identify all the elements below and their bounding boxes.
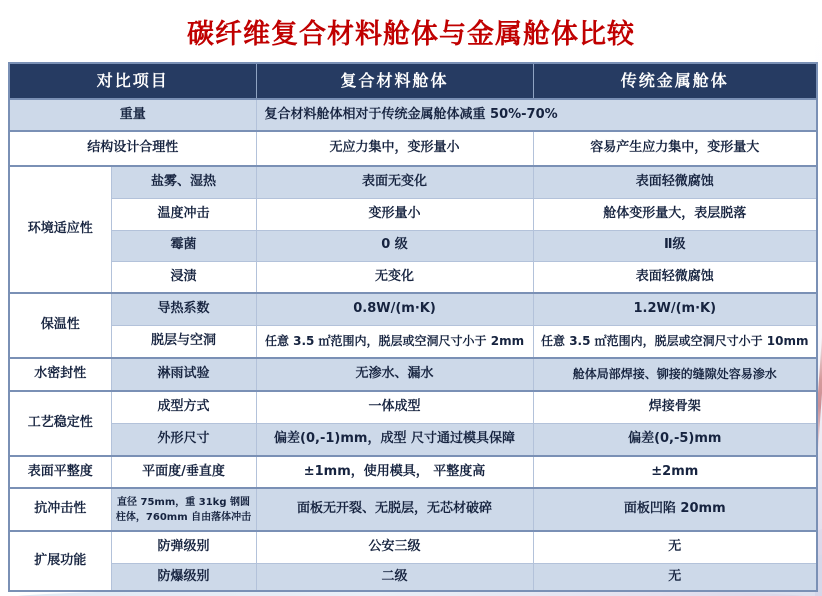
cell-weight-label: 重量 [9, 99, 256, 131]
cell-category-insulation: 保温性 [9, 293, 111, 358]
cell-flatness-label: 平面度/垂直度 [111, 456, 256, 488]
cell-structure-composite: 无应力集中，变形量小 [256, 131, 533, 166]
cell-immersion-composite: 无变化 [256, 261, 533, 293]
row-outline-dimension [9, 423, 817, 456]
row-delamination [9, 325, 817, 358]
row-impact-resistance [9, 488, 817, 531]
cell-delamination-label: 脱层与空洞 [111, 325, 256, 358]
row-molding-method [9, 391, 817, 423]
cell-bulletproof-composite: 公安三级 [256, 531, 533, 563]
cell-category-water-seal: 水密封性 [9, 358, 111, 391]
cell-dimension-label: 外形尺寸 [111, 423, 256, 456]
cell-flatness-composite: ±1mm，使用模具， 平整度高 [256, 456, 533, 488]
cell-impact-condition: 直径 75mm，重 31kg 钢圆柱体，760mm 自由落体冲击 [111, 488, 256, 531]
cell-mold-metal: Ⅱ级 [533, 230, 817, 261]
cell-immersion-label: 浸渍 [111, 261, 256, 293]
row-flatness [9, 456, 817, 488]
cell-salt-fog-composite: 表面无变化 [256, 166, 533, 198]
cell-category-extended-function: 扩展功能 [9, 531, 111, 591]
header-composite-cabin: 复合材料舱体 [256, 63, 533, 99]
cell-delamination-composite: 任意 3.5 ㎡范围内，脱层或空洞尺寸小于 2mm [256, 325, 533, 358]
cell-rain-test-label: 淋雨试验 [111, 358, 256, 391]
cell-conductivity-composite: 0.8W/(m·K) [256, 293, 533, 325]
cell-explosionproof-metal: 无 [533, 563, 817, 591]
page-title: 碳纤维复合材料舱体与金属舱体比较 [187, 19, 635, 50]
cell-structure-label: 结构设计合理性 [9, 131, 256, 166]
header-row [9, 63, 817, 99]
cell-salt-fog-label: 盐雾、湿热 [111, 166, 256, 198]
cell-immersion-metal: 表面轻微腐蚀 [533, 261, 817, 293]
cell-structure-metal: 容易产生应力集中，变形量大 [533, 131, 817, 166]
row-thermal-conductivity [9, 293, 817, 325]
cell-mold-label: 霉菌 [111, 230, 256, 261]
row-structure-design [9, 131, 817, 166]
cell-molding-label: 成型方式 [111, 391, 256, 423]
cell-delamination-metal: 任意 3.5 ㎡范围内，脱层或空洞尺寸小于 10mm [533, 325, 817, 358]
cell-explosionproof-label: 防爆级别 [111, 563, 256, 591]
row-rain-test [9, 358, 817, 391]
cell-flatness-metal: ±2mm [533, 456, 817, 488]
cell-thermal-shock-label: 温度冲击 [111, 198, 256, 230]
cell-dimension-composite: 偏差(0,-1)mm，成型 尺寸通过模具保障 [256, 423, 533, 456]
header-compare-item: 对比项目 [9, 63, 256, 99]
cell-thermal-shock-metal: 舱体变形量大，表层脱落 [533, 198, 817, 230]
header-metal-cabin: 传统金属舱体 [533, 63, 817, 99]
row-explosionproof [9, 563, 817, 591]
cell-bulletproof-metal: 无 [533, 531, 817, 563]
row-thermal-shock [9, 198, 817, 230]
cell-conductivity-label: 导热系数 [111, 293, 256, 325]
row-bulletproof [9, 531, 817, 563]
cell-impact-metal: 面板凹陷 20mm [533, 488, 817, 531]
cell-salt-fog-metal: 表面轻微腐蚀 [533, 166, 817, 198]
cell-molding-metal: 焊接骨架 [533, 391, 817, 423]
cell-molding-composite: 一体成型 [256, 391, 533, 423]
cell-rain-test-metal: 舱体局部焊接、铆接的缝隙处容易渗水 [533, 358, 817, 391]
cell-category-surface-flatness: 表面平整度 [9, 456, 111, 488]
cell-category-environment: 环境适应性 [9, 166, 111, 293]
cell-bulletproof-label: 防弹级别 [111, 531, 256, 563]
comparison-table [8, 62, 818, 592]
cell-impact-composite: 面板无开裂、无脱层，无芯材破碎 [256, 488, 533, 531]
cell-dimension-metal: 偏差(0,-5)mm [533, 423, 817, 456]
cell-category-process-stability: 工艺稳定性 [9, 391, 111, 456]
row-immersion [9, 261, 817, 293]
row-salt-fog [9, 166, 817, 198]
cell-conductivity-metal: 1.2W/(m·K) [533, 293, 817, 325]
cell-mold-composite: 0 级 [256, 230, 533, 261]
row-mold [9, 230, 817, 261]
row-weight [9, 99, 817, 131]
cell-weight-value: 复合材料舱体相对于传统金属舱体减重 50%-70% [256, 99, 817, 131]
cell-explosionproof-composite: 二级 [256, 563, 533, 591]
cell-thermal-shock-composite: 变形量小 [256, 198, 533, 230]
cell-rain-test-composite: 无渗水、漏水 [256, 358, 533, 391]
cell-category-impact-resistance: 抗冲击性 [9, 488, 111, 531]
